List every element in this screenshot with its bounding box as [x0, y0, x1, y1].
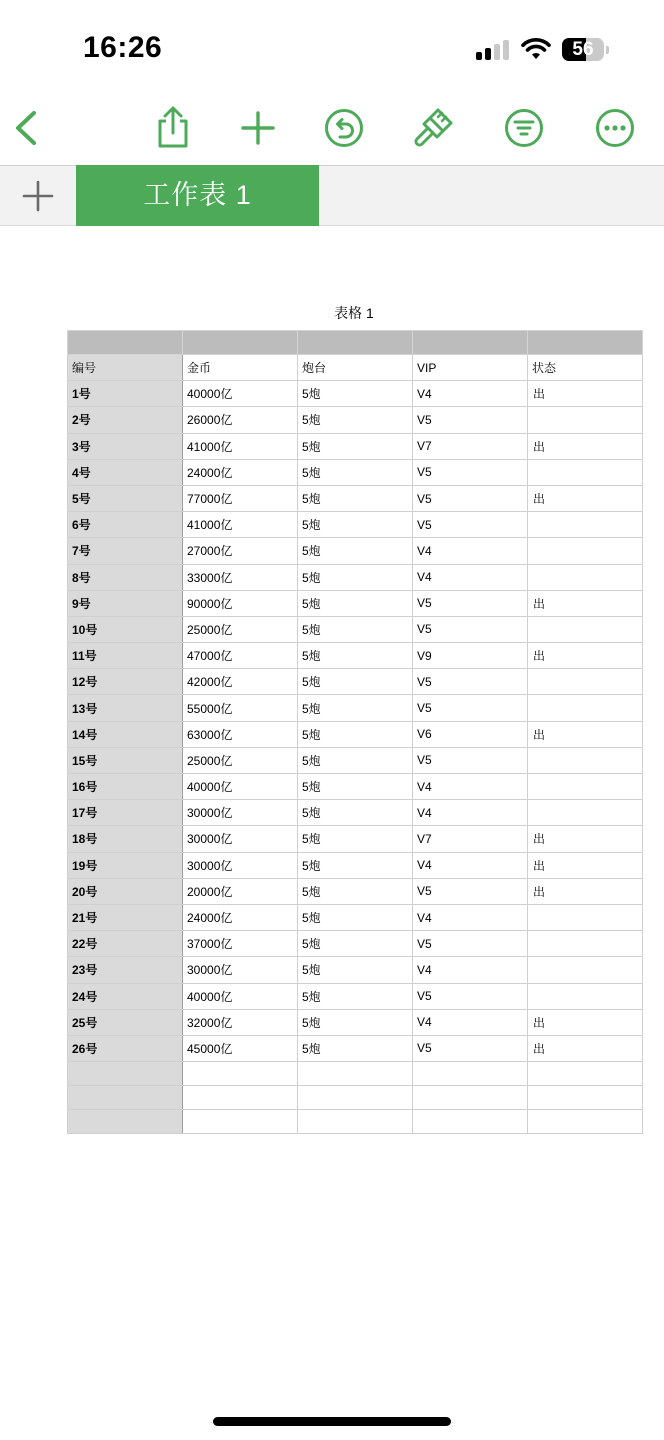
empty-cell[interactable] [528, 1110, 643, 1134]
cell-status[interactable]: 出 [528, 433, 643, 459]
battery-cap [606, 46, 609, 54]
table-row [68, 433, 643, 459]
table-row [68, 407, 643, 433]
cell-status[interactable]: 出 [528, 485, 643, 511]
table-row [68, 564, 643, 590]
more-icon[interactable] [593, 106, 637, 150]
table-title: 表格 1 [334, 305, 374, 321]
sheet-tab-active[interactable]: 工作表 1 [76, 165, 319, 226]
table-row [68, 616, 643, 642]
cell-id[interactable]: 22号 [68, 931, 183, 957]
cell-cannon[interactable]: 5炮 [298, 459, 413, 485]
cell-status[interactable] [528, 957, 643, 983]
cell-id[interactable]: 10号 [68, 616, 183, 642]
cell-id[interactable]: 17号 [68, 800, 183, 826]
empty-cell[interactable] [298, 1110, 413, 1134]
column-label-row [68, 355, 643, 381]
table-row [68, 852, 643, 878]
cell-coins[interactable]: 30000亿 [183, 826, 298, 852]
table-row [68, 747, 643, 773]
cell-vip[interactable]: V4 [413, 538, 528, 564]
cell-cannon[interactable]: 5炮 [298, 643, 413, 669]
cell-status[interactable] [528, 800, 643, 826]
home-indicator [213, 1417, 451, 1426]
cell-coins[interactable]: 40000亿 [183, 381, 298, 407]
cell-status[interactable]: 出 [528, 643, 643, 669]
table-row [68, 643, 643, 669]
cell-id[interactable]: 5号 [68, 485, 183, 511]
table-row [68, 538, 643, 564]
cell-status[interactable]: 出 [528, 878, 643, 904]
table-row [68, 800, 643, 826]
cell-id[interactable]: 3号 [68, 433, 183, 459]
empty-cell[interactable] [183, 1110, 298, 1134]
cell-vip[interactable]: V5 [413, 1035, 528, 1061]
cell-cannon[interactable]: 5炮 [298, 931, 413, 957]
table-row [68, 983, 643, 1009]
empty-cell[interactable] [528, 1062, 643, 1086]
cell-id[interactable]: 20号 [68, 878, 183, 904]
cell-vip[interactable]: V5 [413, 669, 528, 695]
plus-icon [22, 180, 54, 212]
column-label-cannon[interactable]: 炮台 [298, 355, 413, 381]
wifi-icon [521, 37, 551, 61]
cell-cannon[interactable]: 5炮 [298, 485, 413, 511]
column-header-bar [68, 331, 643, 355]
cell-cannon[interactable]: 5炮 [298, 878, 413, 904]
cell-cannon[interactable]: 5炮 [298, 774, 413, 800]
cell-status[interactable] [528, 747, 643, 773]
cell-vip[interactable]: V4 [413, 774, 528, 800]
undo-icon[interactable] [322, 106, 366, 150]
table-row [68, 485, 643, 511]
cell-cannon[interactable]: 5炮 [298, 983, 413, 1009]
cell-coins[interactable]: 26000亿 [183, 407, 298, 433]
cell-id[interactable]: 9号 [68, 590, 183, 616]
cell-id[interactable]: 12号 [68, 669, 183, 695]
battery-level: 56 [572, 39, 594, 60]
cell-id[interactable]: 21号 [68, 904, 183, 930]
table-row [68, 904, 643, 930]
cellular-signal-icon [476, 40, 510, 60]
cell-vip[interactable]: V5 [413, 512, 528, 538]
cell-status[interactable] [528, 616, 643, 642]
cell-vip[interactable]: V7 [413, 826, 528, 852]
status-time: 16:26 [83, 31, 163, 64]
cell-cannon[interactable]: 5炮 [298, 538, 413, 564]
cell-vip[interactable]: V5 [413, 931, 528, 957]
cell-coins[interactable]: 40000亿 [183, 774, 298, 800]
cell-vip[interactable]: V5 [413, 459, 528, 485]
cell-status[interactable] [528, 512, 643, 538]
cell-status[interactable]: 出 [528, 852, 643, 878]
cell-id[interactable]: 11号 [68, 643, 183, 669]
cell-status[interactable] [528, 407, 643, 433]
cell-vip[interactable]: V5 [413, 407, 528, 433]
cell-cannon[interactable]: 5炮 [298, 721, 413, 747]
table-row [68, 826, 643, 852]
table-row [68, 669, 643, 695]
cell-status[interactable] [528, 459, 643, 485]
cell-status[interactable]: 出 [528, 1009, 643, 1035]
cell-status[interactable]: 出 [528, 590, 643, 616]
table-row [68, 721, 643, 747]
table-row [68, 590, 643, 616]
cell-id[interactable]: 26号 [68, 1035, 183, 1061]
cell-coins[interactable]: 30000亿 [183, 800, 298, 826]
cell-vip[interactable]: V7 [413, 433, 528, 459]
cell-cannon[interactable]: 5炮 [298, 590, 413, 616]
cell-status[interactable]: 出 [528, 1035, 643, 1061]
empty-cell[interactable] [413, 1062, 528, 1086]
cell-vip[interactable]: V5 [413, 590, 528, 616]
cell-coins[interactable]: 30000亿 [183, 957, 298, 983]
back-chevron-icon[interactable] [6, 106, 50, 150]
empty-cell[interactable] [68, 1110, 183, 1134]
empty-cell[interactable] [68, 1086, 183, 1110]
cell-status[interactable]: 出 [528, 826, 643, 852]
cell-coins[interactable]: 25000亿 [183, 747, 298, 773]
cell-vip[interactable]: V4 [413, 957, 528, 983]
column-label-vip[interactable]: VIP [413, 355, 528, 381]
cell-vip[interactable]: V5 [413, 878, 528, 904]
empty-cell[interactable] [183, 1062, 298, 1086]
cell-status[interactable] [528, 564, 643, 590]
cell-vip[interactable]: V5 [413, 983, 528, 1009]
add-sheet-button[interactable] [0, 166, 76, 226]
cell-coins[interactable]: 42000亿 [183, 669, 298, 695]
cell-status[interactable] [528, 538, 643, 564]
cell-status[interactable] [528, 669, 643, 695]
cell-cannon[interactable]: 5炮 [298, 957, 413, 983]
empty-row [68, 1110, 643, 1134]
header-cell[interactable] [413, 331, 528, 355]
cell-id[interactable]: 2号 [68, 407, 183, 433]
cell-vip[interactable]: V4 [413, 800, 528, 826]
cell-status[interactable] [528, 774, 643, 800]
cell-coins[interactable]: 24000亿 [183, 459, 298, 485]
filter-icon[interactable] [502, 106, 546, 150]
cell-vip[interactable]: V4 [413, 1009, 528, 1035]
cell-coins[interactable]: 25000亿 [183, 616, 298, 642]
table-row [68, 381, 643, 407]
add-icon[interactable] [236, 106, 280, 150]
cell-cannon[interactable]: 5炮 [298, 381, 413, 407]
header-cell[interactable] [298, 331, 413, 355]
cell-coins[interactable]: 20000亿 [183, 878, 298, 904]
column-label-status[interactable]: 状态 [528, 355, 643, 381]
cell-cannon[interactable]: 5炮 [298, 1009, 413, 1035]
cell-coins[interactable]: 41000亿 [183, 433, 298, 459]
cell-status[interactable] [528, 904, 643, 930]
cell-status[interactable]: 出 [528, 381, 643, 407]
cell-cannon[interactable]: 5炮 [298, 826, 413, 852]
cell-vip[interactable]: V5 [413, 616, 528, 642]
cell-cannon[interactable]: 5炮 [298, 800, 413, 826]
cell-cannon[interactable]: 5炮 [298, 747, 413, 773]
cell-coins[interactable]: 32000亿 [183, 1009, 298, 1035]
cell-status[interactable] [528, 695, 643, 721]
cell-vip[interactable]: V6 [413, 721, 528, 747]
cell-coins[interactable]: 24000亿 [183, 904, 298, 930]
cell-cannon[interactable]: 5炮 [298, 904, 413, 930]
cell-id[interactable]: 6号 [68, 512, 183, 538]
cell-cannon[interactable]: 5炮 [298, 407, 413, 433]
cell-vip[interactable]: V5 [413, 747, 528, 773]
sheet-tab-bar [0, 165, 664, 226]
empty-cell[interactable] [413, 1086, 528, 1110]
cell-coins[interactable]: 45000亿 [183, 1035, 298, 1061]
cell-id[interactable]: 18号 [68, 826, 183, 852]
cell-cannon[interactable]: 5炮 [298, 616, 413, 642]
empty-cell[interactable] [68, 1062, 183, 1086]
table-row [68, 774, 643, 800]
empty-row [68, 1062, 643, 1086]
cell-id[interactable]: 15号 [68, 747, 183, 773]
cell-id[interactable]: 25号 [68, 1009, 183, 1035]
cell-vip[interactable]: V4 [413, 564, 528, 590]
cell-coins[interactable]: 40000亿 [183, 983, 298, 1009]
cell-vip[interactable]: V4 [413, 852, 528, 878]
cell-status[interactable] [528, 983, 643, 1009]
header-cell[interactable] [528, 331, 643, 355]
cell-cannon[interactable]: 5炮 [298, 1035, 413, 1061]
empty-cell[interactable] [413, 1110, 528, 1134]
cell-id[interactable]: 7号 [68, 538, 183, 564]
battery-icon [562, 38, 604, 61]
cell-id[interactable]: 4号 [68, 459, 183, 485]
cell-id[interactable]: 1号 [68, 381, 183, 407]
table-row [68, 459, 643, 485]
empty-cell[interactable] [298, 1086, 413, 1110]
empty-cell[interactable] [183, 1086, 298, 1110]
table-row [68, 512, 643, 538]
table-row [68, 957, 643, 983]
column-label-id[interactable]: 编号 [68, 355, 183, 381]
cell-id[interactable]: 19号 [68, 852, 183, 878]
cell-coins[interactable]: 63000亿 [183, 721, 298, 747]
cell-coins[interactable]: 55000亿 [183, 695, 298, 721]
table-row [68, 1035, 643, 1061]
cell-coins[interactable]: 41000亿 [183, 512, 298, 538]
cell-cannon[interactable]: 5炮 [298, 433, 413, 459]
cell-status[interactable] [528, 931, 643, 957]
column-label-coins[interactable]: 金币 [183, 355, 298, 381]
cell-id[interactable]: 23号 [68, 957, 183, 983]
header-cell[interactable] [68, 331, 183, 355]
format-brush-icon[interactable] [411, 106, 455, 150]
cell-cannon[interactable]: 5炮 [298, 695, 413, 721]
cell-id[interactable]: 8号 [68, 564, 183, 590]
empty-cell[interactable] [298, 1062, 413, 1086]
cell-coins[interactable]: 37000亿 [183, 931, 298, 957]
table-row [68, 1009, 643, 1035]
cell-vip[interactable]: V4 [413, 904, 528, 930]
table-row [68, 931, 643, 957]
cell-coins[interactable]: 77000亿 [183, 485, 298, 511]
cell-coins[interactable]: 33000亿 [183, 564, 298, 590]
cell-id[interactable]: 16号 [68, 774, 183, 800]
cell-coins[interactable]: 30000亿 [183, 852, 298, 878]
cell-cannon[interactable]: 5炮 [298, 852, 413, 878]
table-row [68, 695, 643, 721]
header-cell[interactable] [183, 331, 298, 355]
cell-coins[interactable]: 90000亿 [183, 590, 298, 616]
cell-id[interactable]: 14号 [68, 721, 183, 747]
cell-coins[interactable]: 47000亿 [183, 643, 298, 669]
share-icon[interactable] [151, 106, 195, 150]
empty-cell[interactable] [528, 1086, 643, 1110]
cell-id[interactable]: 24号 [68, 983, 183, 1009]
cell-cannon[interactable]: 5炮 [298, 512, 413, 538]
table-row [68, 878, 643, 904]
cell-vip[interactable]: V5 [413, 695, 528, 721]
cell-cannon[interactable]: 5炮 [298, 669, 413, 695]
cell-vip[interactable]: V9 [413, 643, 528, 669]
cell-coins[interactable]: 27000亿 [183, 538, 298, 564]
cell-vip[interactable]: V5 [413, 485, 528, 511]
cell-id[interactable]: 13号 [68, 695, 183, 721]
cell-vip[interactable]: V4 [413, 381, 528, 407]
empty-row [68, 1086, 643, 1110]
spreadsheet-table[interactable] [67, 330, 643, 1134]
cell-cannon[interactable]: 5炮 [298, 564, 413, 590]
cell-status[interactable]: 出 [528, 721, 643, 747]
